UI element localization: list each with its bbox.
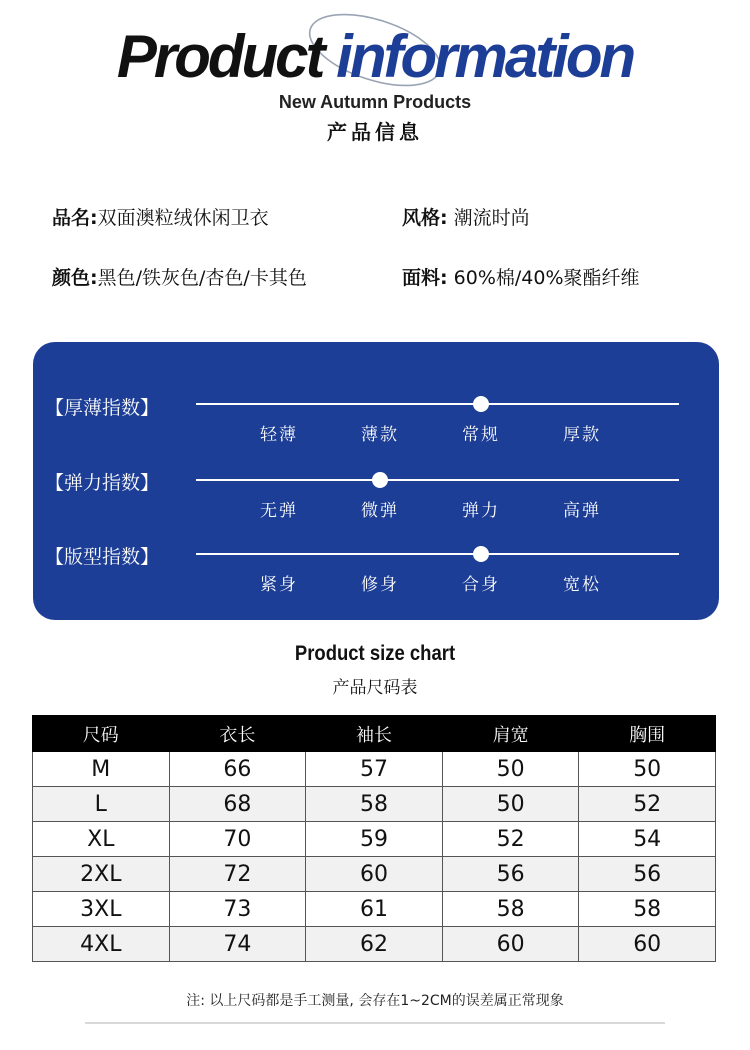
subtitle-english: New Autumn Products — [278, 92, 472, 112]
length-cell: 68 — [169, 787, 306, 822]
chest-cell: 54 — [579, 822, 716, 857]
info-name — [52, 203, 269, 230]
sleeve-cell: 61 — [306, 892, 443, 927]
column-header-shoulder: 肩宽 — [442, 716, 579, 752]
column-header-length: 衣长 — [169, 716, 306, 752]
info-fabric — [402, 263, 640, 290]
thickness-option: 轻薄 — [260, 425, 298, 445]
fit-option: 修身 — [361, 575, 399, 595]
info-name-key: 品名: — [52, 207, 98, 229]
fit-option: 紧身 — [260, 575, 298, 595]
title-blue-part: information — [336, 23, 634, 90]
header — [0, 0, 750, 150]
thickness-index-label: 【厚薄指数】 — [45, 397, 160, 419]
thickness-option: 厚款 — [563, 425, 601, 445]
table-row — [33, 787, 716, 822]
sleeve-cell: 60 — [306, 857, 443, 892]
bottom-divider — [85, 1022, 665, 1024]
info-name-value: 双面澳粒绒休闲卫衣 — [97, 207, 269, 229]
fit-index-marker — [473, 546, 489, 562]
info-style-value: 潮流时尚 — [447, 207, 530, 229]
shoulder-cell: 50 — [442, 787, 579, 822]
column-header-sleeve: 袖长 — [306, 716, 443, 752]
fit-index-label: 【版型指数】 — [45, 546, 160, 568]
index-panel — [33, 342, 719, 620]
size-chart-title-english: Product size chart — [294, 642, 456, 665]
length-cell: 70 — [169, 822, 306, 857]
column-header-chest: 胸围 — [579, 716, 716, 752]
elasticity-option: 高弹 — [563, 501, 601, 521]
sleeve-cell: 62 — [306, 927, 443, 962]
info-color-key: 颜色: — [52, 267, 98, 289]
info-fabric-key: 面料: — [402, 267, 448, 289]
size-cell: XL — [33, 822, 170, 857]
sleeve-cell: 57 — [306, 752, 443, 787]
size-cell: 3XL — [33, 892, 170, 927]
page-title — [0, 22, 750, 92]
elasticity-index-marker — [372, 472, 388, 488]
length-cell: 73 — [169, 892, 306, 927]
fit-index-track — [196, 553, 679, 555]
thickness-index-marker — [473, 396, 489, 412]
table-row — [33, 927, 716, 962]
sleeve-cell: 58 — [306, 787, 443, 822]
elasticity-option: 无弹 — [260, 501, 298, 521]
thickness-option: 常规 — [462, 425, 500, 445]
chest-cell: 56 — [579, 857, 716, 892]
table-row — [33, 752, 716, 787]
elasticity-index-label: 【弹力指数】 — [45, 472, 160, 494]
size-table-header-row — [33, 716, 716, 752]
size-cell: 2XL — [33, 857, 170, 892]
chest-cell: 58 — [579, 892, 716, 927]
size-cell: M — [33, 752, 170, 787]
elasticity-option: 弹力 — [462, 501, 500, 521]
shoulder-cell: 52 — [442, 822, 579, 857]
fit-option: 宽松 — [563, 575, 601, 595]
length-cell: 72 — [169, 857, 306, 892]
thickness-index-track — [196, 403, 679, 405]
sleeve-cell: 59 — [306, 822, 443, 857]
size-cell: L — [33, 787, 170, 822]
shoulder-cell: 56 — [442, 857, 579, 892]
subtitle-chinese: 产品信息 — [327, 120, 423, 144]
info-style — [402, 203, 530, 230]
size-table — [32, 715, 716, 962]
thickness-option: 薄款 — [361, 425, 399, 445]
chest-cell: 52 — [579, 787, 716, 822]
table-row — [33, 857, 716, 892]
elasticity-index-track — [196, 479, 679, 481]
measurement-note: 注: 以上尺码都是手工测量, 会存在1~2CM的误差属正常现象 — [186, 993, 564, 1009]
elasticity-option: 微弹 — [361, 501, 399, 521]
fit-option: 合身 — [462, 575, 500, 595]
info-style-key: 风格: — [402, 207, 448, 229]
title-black-part: Product — [116, 23, 337, 90]
shoulder-cell: 60 — [442, 927, 579, 962]
shoulder-cell: 50 — [442, 752, 579, 787]
chest-cell: 60 — [579, 927, 716, 962]
length-cell: 74 — [169, 927, 306, 962]
column-header-size: 尺码 — [33, 716, 170, 752]
shoulder-cell: 58 — [442, 892, 579, 927]
size-cell: 4XL — [33, 927, 170, 962]
info-color — [52, 263, 307, 290]
length-cell: 66 — [169, 752, 306, 787]
info-fabric-value: 60%棉/40%聚酯纤维 — [447, 267, 640, 289]
chest-cell: 50 — [579, 752, 716, 787]
size-chart-title-chinese: 产品尺码表 — [332, 678, 418, 698]
info-color-value: 黑色/铁灰色/杏色/卡其色 — [97, 267, 307, 289]
table-row — [33, 822, 716, 857]
table-row — [33, 892, 716, 927]
